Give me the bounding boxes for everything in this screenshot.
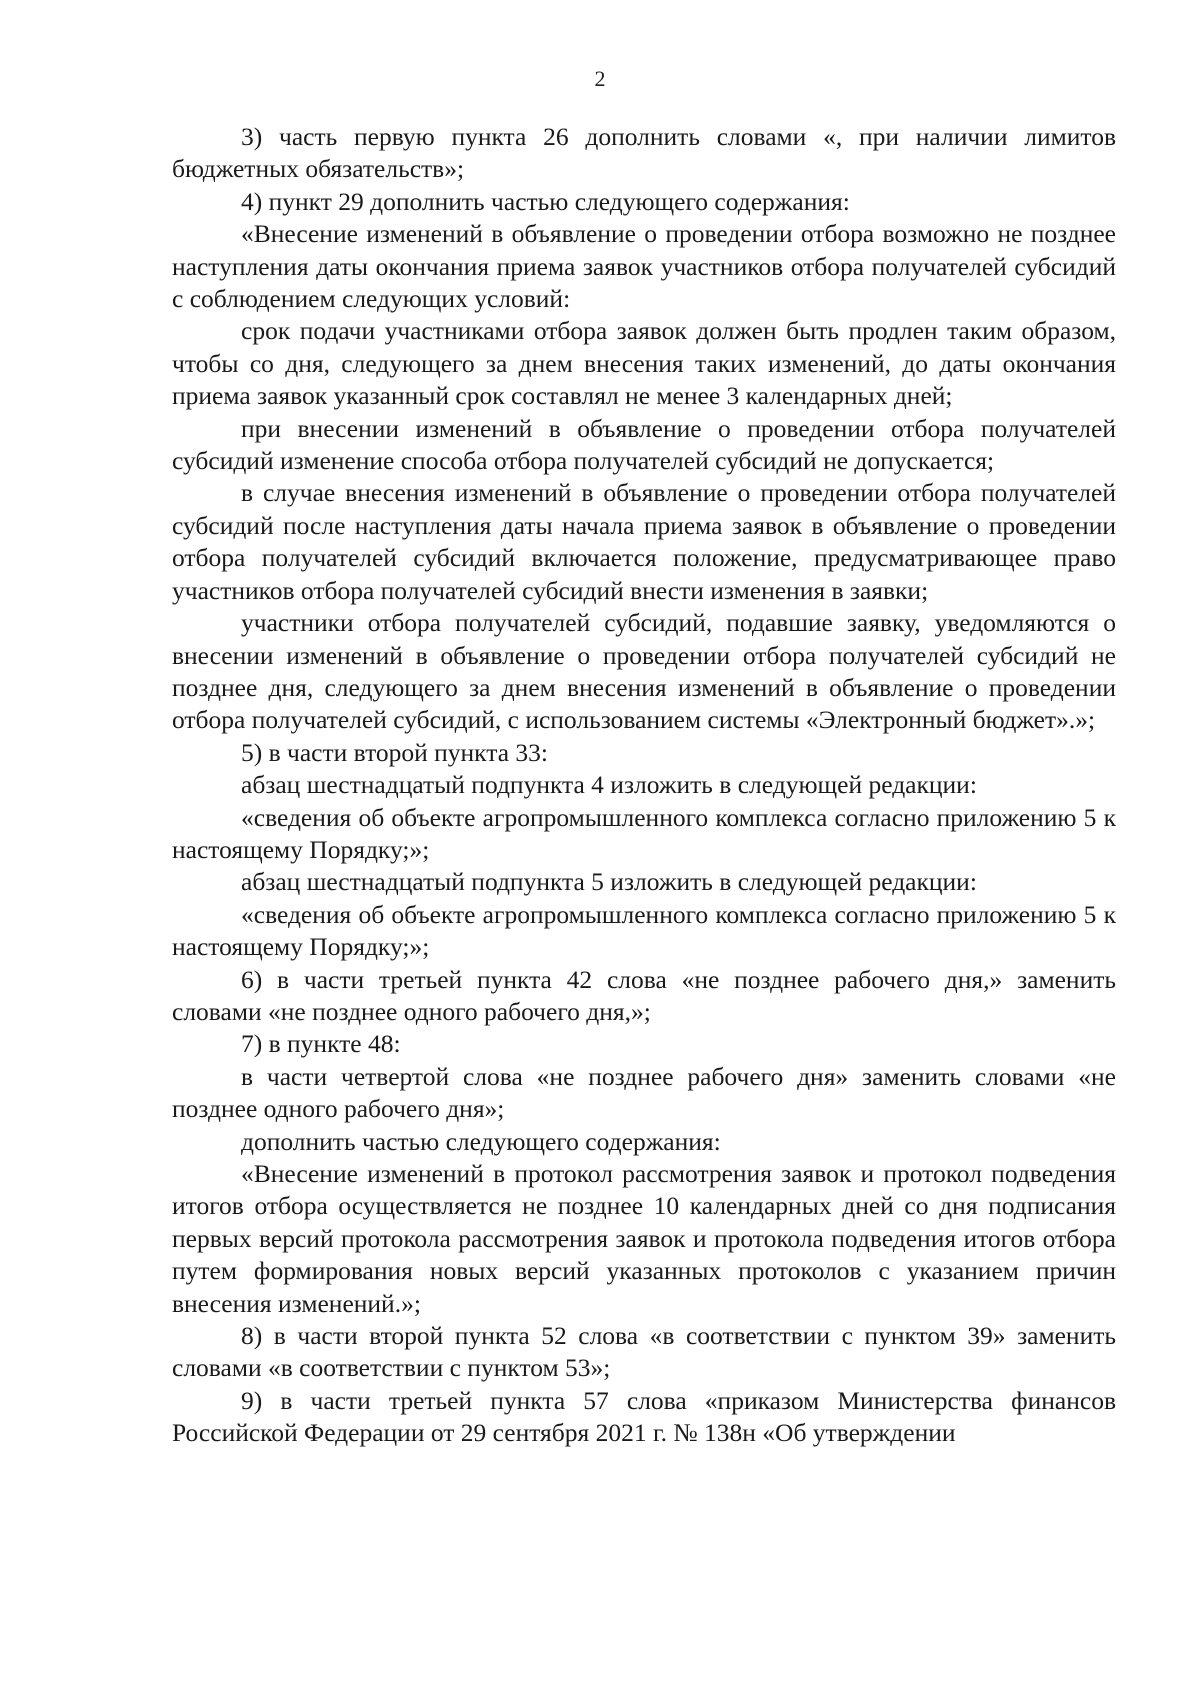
paragraph: 4) пункт 29 дополнить частью следующего содержания: bbox=[241, 186, 850, 216]
paragraph: 8) в части второй пункта 52 слова «в соответствии с пунктом 39» заменить словами «в соответствии с пунктом 53»; bbox=[172, 1321, 1116, 1383]
paragraph: «Внесение изменений в протокол рассмотрения заявок и протокол подведения итогов отбора осуществляется не позднее 10 календарных дней со дня подписания первых версий протокола рассмотрения заявок и протокола подведения итогов отбора путем формирования новых версий указанных протоколов с указанием причин внесения изменений.»; bbox=[172, 1159, 1116, 1318]
paragraph: 3) часть первую пункта 26 дополнить словами «, при наличии лимитов бюджетных обязательств»; bbox=[172, 122, 1116, 184]
paragraph: в части четвертой слова «не позднее рабочего дня» заменить словами «не позднее одного рабочего дня»; bbox=[172, 1061, 1116, 1124]
paragraph: «сведения об объекте агропромышленного комплекса согласно приложению 5 к настоящему Порядку;»; bbox=[172, 899, 1116, 962]
paragraph: участники отбора получателей субсидий, подавшие заявку, уведомляются о внесении изменений в объявление о проведении отбора получателей субсидий не позднее дня, следующего за днем внесения изменений в объявление о проведении отбора получателей субсидий, с использованием системы «Электронный бюджет».»; bbox=[172, 608, 1116, 735]
paragraph: 5) в части второй пункта 33: bbox=[241, 737, 548, 767]
paragraph: при внесении изменений в объявление о проведении отбора получателей субсидий изменение способа отбора получателей субсидий не допускается; bbox=[172, 413, 1116, 476]
paragraph: в случае внесения изменений в объявление о проведении отбора получателей субсидий после наступления даты начала приема заявок в объявление о проведении отбора получателей субсидий включается положение, предусматривающее право участников отбора получателей субсидий внести изменения в заявки; bbox=[172, 478, 1116, 605]
paragraph: срок подачи участниками отбора заявок должен быть продлен таким образом, чтобы со дня, следующего за днем внесения таких изменений, до даты окончания приема заявок указанный срок составлял не менее 3 календарных дней; bbox=[172, 316, 1116, 411]
paragraph: абзац шестнадцатый подпункта 4 изложить в следующей редакции: bbox=[241, 770, 977, 800]
document-body bbox=[172, 121, 1116, 1450]
page-number: 2 bbox=[594, 66, 606, 91]
paragraph: 6) в части третьей пункта 42 слова «не позднее рабочего дня,» заменить словами «не позднее одного рабочего дня,»; bbox=[172, 964, 1116, 1026]
paragraph: 7) в пункте 48: bbox=[241, 1029, 401, 1059]
paragraph: «сведения об объекте агропромышленного комплекса согласно приложению 5 к настоящему Порядку;»; bbox=[172, 802, 1116, 864]
paragraph: «Внесение изменений в объявление о проведении отбора возможно не позднее наступления даты окончания приема заявок участников отбора получателей субсидий с соблюдением следующих условий: bbox=[172, 219, 1116, 314]
paragraph: абзац шестнадцатый подпункта 5 изложить в следующей редакции: bbox=[241, 867, 977, 897]
paragraph: 9) в части третьей пункта 57 слова «приказом Министерства финансов Российской Федерации от 29 сентября 2021 г. № 138н «Об утверждении bbox=[172, 1385, 1116, 1448]
paragraph: дополнить частью следующего содержания: bbox=[241, 1126, 721, 1156]
